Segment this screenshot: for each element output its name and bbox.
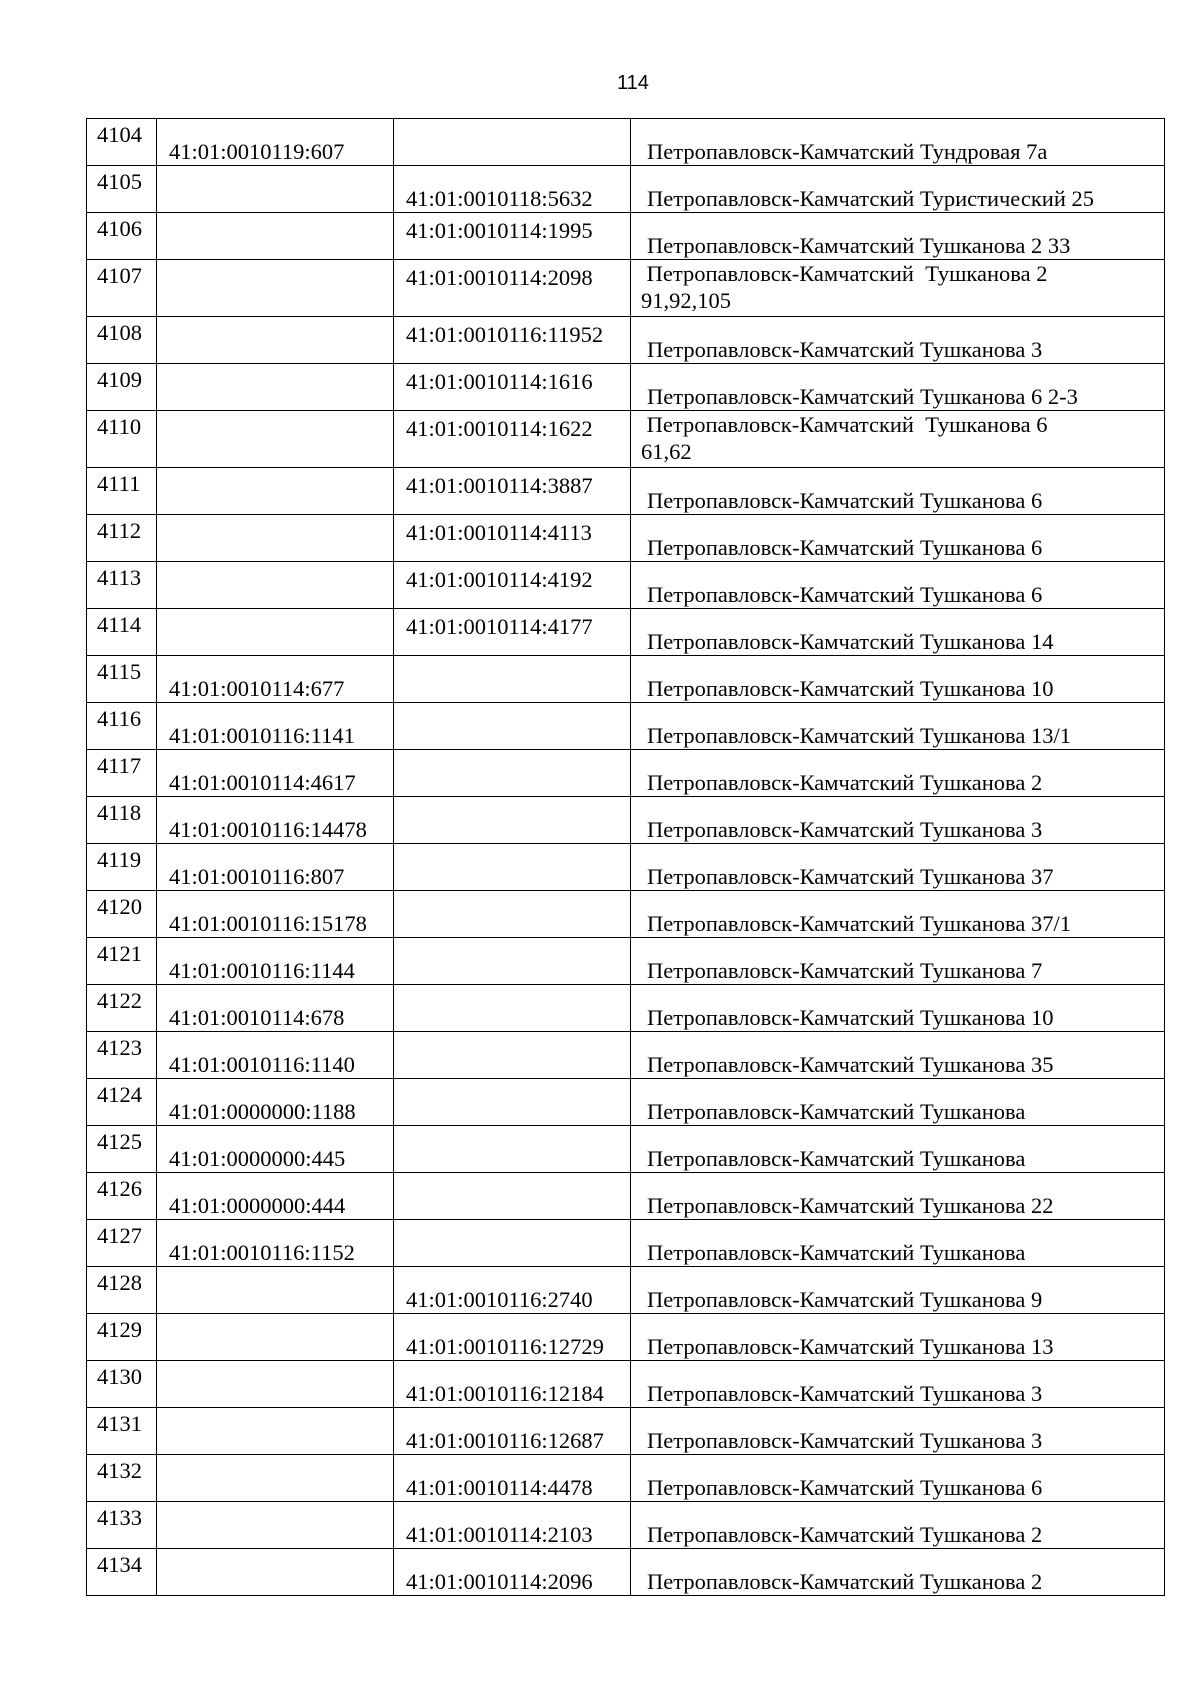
row-number-cell [87, 1267, 157, 1314]
land-cadastral-cell [157, 119, 394, 166]
land-cadastral-cell [157, 1408, 394, 1455]
address-cell [631, 1455, 1165, 1502]
table-row [87, 562, 1165, 609]
land-cadastral-cell [157, 844, 394, 891]
land-cadastral-cell [157, 797, 394, 844]
row-number-cell [87, 1032, 157, 1079]
object-cadastral-cell [394, 891, 631, 938]
land-cadastral-cell [157, 317, 394, 364]
address-cell [631, 1361, 1165, 1408]
address-text: Петропавловск-Камчатский Тушканова 10 [647, 676, 1054, 701]
row-number-text: 4115 [97, 659, 142, 684]
address-cell [631, 1126, 1165, 1173]
row-number-text: 4134 [97, 1552, 142, 1577]
table-row [87, 1502, 1165, 1549]
table-row [87, 119, 1165, 166]
object-cadastral-text: 41:01:0010116:12729 [406, 1334, 604, 1359]
row-number-text: 4109 [97, 367, 142, 392]
object-cadastral-text: 41:01:0010114:4177 [406, 614, 593, 639]
row-number-text: 4125 [97, 1129, 142, 1154]
row-number-text: 4120 [97, 894, 142, 919]
table-row [87, 515, 1165, 562]
row-number-text: 4106 [97, 216, 142, 241]
address-text: Петропавловск-Камчатский Тушканова 22 [647, 1193, 1054, 1218]
object-cadastral-cell [394, 703, 631, 750]
address-text: Петропавловск-Камчатский Тушканова 2 33 [647, 233, 1071, 258]
address-cell [631, 515, 1165, 562]
address-cell [631, 1314, 1165, 1361]
land-cadastral-cell [157, 213, 394, 260]
row-number-text: 4117 [97, 753, 142, 778]
land-cadastral-text: 41:01:0010114:4617 [169, 770, 356, 795]
table-row [87, 1455, 1165, 1502]
row-number-cell [87, 411, 157, 468]
table-row [87, 468, 1165, 515]
address-text: Петропавловск-Камчатский Тундровая 7а [647, 139, 1048, 164]
land-cadastral-text: 41:01:0010116:14478 [169, 817, 367, 842]
land-cadastral-text: 41:01:0010116:807 [169, 864, 345, 889]
table-row [87, 1361, 1165, 1408]
address-text: Петропавловск-Камчатский Тушканова 7 [647, 958, 1043, 983]
object-cadastral-cell [394, 985, 631, 1032]
row-number-text: 4114 [97, 612, 142, 637]
row-number-text: 4107 [97, 263, 142, 288]
object-cadastral-text: 41:01:0010114:2096 [406, 1569, 593, 1594]
object-cadastral-cell [394, 1314, 631, 1361]
land-cadastral-cell [157, 562, 394, 609]
row-number-text: 4133 [97, 1505, 142, 1530]
row-number-text: 4132 [97, 1458, 142, 1483]
object-cadastral-text: 41:01:0010116:2740 [406, 1287, 593, 1312]
table-row [87, 1032, 1165, 1079]
land-cadastral-cell [157, 1549, 394, 1596]
table-row [87, 891, 1165, 938]
object-cadastral-text: 41:01:0010114:4192 [406, 567, 593, 592]
address-cell [631, 1220, 1165, 1267]
row-number-cell [87, 1079, 157, 1126]
row-number-text: 4131 [97, 1411, 142, 1436]
table-row [87, 1314, 1165, 1361]
land-cadastral-text: 41:01:0010114:678 [169, 1005, 345, 1030]
table-row [87, 1173, 1165, 1220]
row-number-text: 4122 [97, 988, 142, 1013]
row-number-cell [87, 364, 157, 411]
address-text: Петропавловск-Камчатский Туристический 25 [647, 186, 1094, 211]
land-cadastral-text: 41:01:0010116:1140 [169, 1052, 355, 1077]
table-row [87, 938, 1165, 985]
row-number-text: 4124 [97, 1082, 142, 1107]
object-cadastral-text: 41:01:0010114:2103 [406, 1522, 593, 1547]
land-cadastral-cell [157, 1455, 394, 1502]
row-number-text: 4121 [97, 941, 142, 966]
address-text: Петропавловск-Камчатский Тушканова 14 [647, 629, 1054, 654]
address-text: Петропавловск-Камчатский Тушканова 6 [647, 535, 1043, 560]
table-row [87, 1267, 1165, 1314]
table-row [87, 166, 1165, 213]
land-cadastral-text: 41:01:0010116:1141 [169, 723, 355, 748]
land-cadastral-cell [157, 1314, 394, 1361]
address-text: Петропавловск-Камчатский Тушканова 3 [647, 337, 1043, 362]
row-number-cell [87, 1173, 157, 1220]
land-cadastral-cell [157, 166, 394, 213]
object-cadastral-text: 41:01:0010114:1995 [406, 218, 593, 243]
address-cell [631, 891, 1165, 938]
row-number-cell [87, 891, 157, 938]
row-number-text: 4127 [97, 1223, 142, 1248]
row-number-cell [87, 1361, 157, 1408]
row-number-cell [87, 468, 157, 515]
object-cadastral-cell [394, 213, 631, 260]
row-number-text: 4108 [97, 320, 142, 345]
land-cadastral-cell [157, 703, 394, 750]
address-text: Петропавловск-Камчатский Тушканова 6 2-3 [647, 384, 1078, 409]
object-cadastral-cell [394, 166, 631, 213]
address-cell [631, 1502, 1165, 1549]
land-cadastral-cell [157, 938, 394, 985]
row-number-cell [87, 938, 157, 985]
object-cadastral-cell [394, 562, 631, 609]
table-row [87, 656, 1165, 703]
object-cadastral-text: 41:01:0010114:4113 [406, 520, 592, 545]
object-cadastral-cell [394, 515, 631, 562]
row-number-cell [87, 750, 157, 797]
address-text: Петропавловск-Камчатский Тушканова 2 [647, 770, 1043, 795]
address-cell [631, 1549, 1165, 1596]
object-cadastral-text: 41:01:0010114:2098 [406, 265, 593, 290]
address-text: Петропавловск-Камчатский Тушканова [647, 1240, 1026, 1265]
land-cadastral-cell [157, 891, 394, 938]
address-text: Петропавловск-Камчатский Тушканова [647, 1146, 1026, 1171]
land-cadastral-text: 41:01:0010116:15178 [169, 911, 367, 936]
address-cell [631, 938, 1165, 985]
table-row [87, 364, 1165, 411]
land-cadastral-cell [157, 364, 394, 411]
address-cell [631, 844, 1165, 891]
row-number-cell [87, 213, 157, 260]
row-number-cell [87, 1314, 157, 1361]
row-number-cell [87, 985, 157, 1032]
land-cadastral-cell [157, 1220, 394, 1267]
object-cadastral-cell [394, 609, 631, 656]
row-number-text: 4112 [97, 518, 142, 543]
object-cadastral-cell [394, 364, 631, 411]
table-row [87, 1079, 1165, 1126]
object-cadastral-text: 41:01:0010116:12184 [406, 1381, 604, 1406]
address-text: Петропавловск-Камчатский Тушканова 9 [647, 1287, 1043, 1312]
land-cadastral-text: 41:01:0000000:444 [169, 1193, 346, 1218]
row-number-text: 4116 [97, 706, 142, 731]
row-number-text: 4118 [97, 800, 142, 825]
object-cadastral-text: 41:01:0010114:3887 [406, 473, 593, 498]
address-cell [631, 411, 1165, 468]
address-cell [631, 1267, 1165, 1314]
row-number-cell [87, 844, 157, 891]
address-cell [631, 260, 1165, 317]
registry-table-body [87, 119, 1165, 1596]
object-cadastral-cell [394, 1079, 631, 1126]
address-cell [631, 166, 1165, 213]
object-cadastral-text: 41:01:0010114:4478 [406, 1475, 593, 1500]
address-text: Петропавловск-Камчатский Тушканова 13 [647, 1334, 1054, 1359]
object-cadastral-cell [394, 1502, 631, 1549]
table-row [87, 1220, 1165, 1267]
row-number-cell [87, 656, 157, 703]
address-cell [631, 1032, 1165, 1079]
address-text: Петропавловск-Камчатский Тушканова 6 [647, 1475, 1043, 1500]
land-cadastral-cell [157, 656, 394, 703]
row-number-text: 4110 [97, 414, 142, 439]
object-cadastral-cell [394, 656, 631, 703]
address-text: Петропавловск-Камчатский Тушканова 37/1 [647, 911, 1071, 936]
row-number-cell [87, 1455, 157, 1502]
table-row [87, 1408, 1165, 1455]
address-cell [631, 797, 1165, 844]
row-number-text: 4113 [97, 565, 142, 590]
row-number-text: 4105 [97, 169, 142, 194]
row-number-text: 4129 [97, 1317, 142, 1342]
object-cadastral-cell [394, 1220, 631, 1267]
row-number-cell [87, 797, 157, 844]
object-cadastral-cell [394, 468, 631, 515]
land-cadastral-cell [157, 1079, 394, 1126]
address-cell [631, 750, 1165, 797]
object-cadastral-cell [394, 119, 631, 166]
address-text: Петропавловск-Камчатский Тушканова 2 [647, 1522, 1043, 1547]
object-cadastral-cell [394, 317, 631, 364]
table-row [87, 609, 1165, 656]
row-number-cell [87, 703, 157, 750]
row-number-text: 4126 [97, 1176, 142, 1201]
object-cadastral-cell [394, 797, 631, 844]
address-text: Петропавловск-Камчатский Тушканова 6 [647, 582, 1043, 607]
land-cadastral-text: 41:01:0000000:445 [169, 1146, 346, 1171]
address-text: Петропавловск-Камчатский Тушканова 13/1 [647, 723, 1071, 748]
address-cell [631, 1173, 1165, 1220]
row-number-cell [87, 609, 157, 656]
object-cadastral-cell [394, 1408, 631, 1455]
table-row [87, 213, 1165, 260]
object-cadastral-cell [394, 1361, 631, 1408]
row-number-text: 4104 [97, 122, 142, 147]
object-cadastral-text: 41:01:0010118:5632 [406, 186, 593, 211]
address-cell [631, 1079, 1165, 1126]
address-cell [631, 364, 1165, 411]
row-number-cell [87, 1408, 157, 1455]
table-row [87, 411, 1165, 468]
address-cell [631, 213, 1165, 260]
land-cadastral-cell [157, 1173, 394, 1220]
land-cadastral-cell [157, 515, 394, 562]
land-cadastral-cell [157, 1267, 394, 1314]
address-text: Петропавловск-Камчатский Тушканова 37 [647, 864, 1054, 889]
table-row [87, 844, 1165, 891]
address-text: Петропавловск-Камчатский Тушканова 3 [647, 1381, 1043, 1406]
address-text: Петропавловск-Камчатский Тушканова 10 [647, 1005, 1054, 1030]
object-cadastral-cell [394, 938, 631, 985]
table-row [87, 703, 1165, 750]
object-cadastral-cell [394, 1173, 631, 1220]
table-row [87, 1549, 1165, 1596]
object-cadastral-cell [394, 1126, 631, 1173]
address-text: Петропавловск-Камчатский Тушканова 2 91,92,105 [641, 261, 1048, 313]
object-cadastral-cell [394, 1267, 631, 1314]
land-cadastral-cell [157, 1032, 394, 1079]
object-cadastral-text: 41:01:0010114:1616 [406, 369, 593, 394]
address-text: Петропавловск-Камчатский Тушканова 6 61,62 [641, 412, 1048, 464]
table-row [87, 797, 1165, 844]
row-number-text: 4128 [97, 1270, 142, 1295]
page-number: 114 [617, 72, 649, 94]
address-text: Петропавловск-Камчатский Тушканова 3 [647, 1428, 1043, 1453]
address-text: Петропавловск-Камчатский Тушканова [647, 1099, 1026, 1124]
land-cadastral-cell [157, 609, 394, 656]
row-number-cell [87, 1126, 157, 1173]
address-text: Петропавловск-Камчатский Тушканова 6 [647, 488, 1043, 513]
object-cadastral-cell [394, 1455, 631, 1502]
row-number-text: 4119 [97, 847, 142, 872]
address-text: Петропавловск-Камчатский Тушканова 35 [647, 1052, 1054, 1077]
address-cell [631, 317, 1165, 364]
object-cadastral-cell [394, 411, 631, 468]
land-cadastral-cell [157, 750, 394, 797]
address-text: Петропавловск-Камчатский Тушканова 3 [647, 817, 1043, 842]
table-row [87, 750, 1165, 797]
land-cadastral-cell [157, 1126, 394, 1173]
table-row [87, 317, 1165, 364]
table-row [87, 260, 1165, 317]
land-cadastral-text: 41:01:0010119:607 [169, 139, 345, 164]
address-cell [631, 562, 1165, 609]
row-number-cell [87, 166, 157, 213]
land-cadastral-text: 41:01:0000000:1188 [169, 1099, 356, 1124]
object-cadastral-text: 41:01:0010116:12687 [406, 1428, 604, 1453]
row-number-cell [87, 562, 157, 609]
land-cadastral-cell [157, 1502, 394, 1549]
land-cadastral-cell [157, 411, 394, 468]
land-cadastral-text: 41:01:0010116:1152 [169, 1240, 355, 1265]
object-cadastral-text: 41:01:0010116:11952 [406, 322, 604, 347]
land-cadastral-cell [157, 468, 394, 515]
land-cadastral-cell [157, 1361, 394, 1408]
row-number-text: 4111 [97, 471, 141, 496]
table-row [87, 985, 1165, 1032]
object-cadastral-cell [394, 844, 631, 891]
land-cadastral-text: 41:01:0010116:1144 [169, 958, 355, 983]
row-number-cell [87, 1502, 157, 1549]
row-number-text: 4130 [97, 1364, 142, 1389]
address-cell [631, 656, 1165, 703]
address-cell [631, 119, 1165, 166]
row-number-cell [87, 515, 157, 562]
address-cell [631, 703, 1165, 750]
object-cadastral-cell [394, 1032, 631, 1079]
address-cell [631, 468, 1165, 515]
land-cadastral-cell [157, 985, 394, 1032]
object-cadastral-text: 41:01:0010114:1622 [406, 416, 593, 441]
land-cadastral-text: 41:01:0010114:677 [169, 676, 345, 701]
row-number-cell [87, 119, 157, 166]
address-cell [631, 609, 1165, 656]
object-cadastral-cell [394, 750, 631, 797]
address-cell [631, 985, 1165, 1032]
land-cadastral-cell [157, 260, 394, 317]
address-cell [631, 1408, 1165, 1455]
address-text: Петропавловск-Камчатский Тушканова 2 [647, 1569, 1043, 1594]
registry-table [86, 118, 1165, 1596]
row-number-cell [87, 317, 157, 364]
object-cadastral-cell [394, 260, 631, 317]
row-number-text: 4123 [97, 1035, 142, 1060]
row-number-cell [87, 1220, 157, 1267]
object-cadastral-cell [394, 1549, 631, 1596]
table-row [87, 1126, 1165, 1173]
row-number-cell [87, 260, 157, 317]
row-number-cell [87, 1549, 157, 1596]
